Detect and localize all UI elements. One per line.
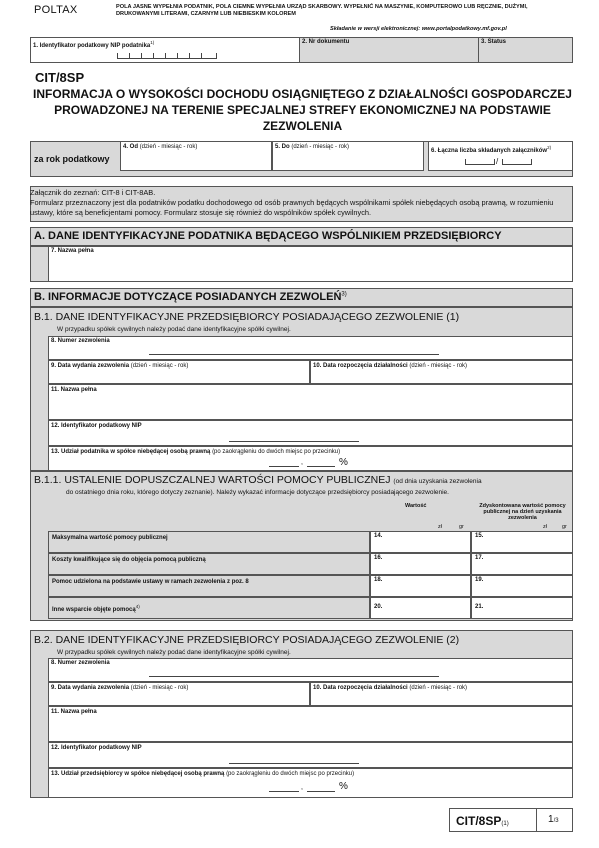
b2-start-date[interactable]: 10. Data rozpoczęcia działalności (dzień - miesiąc - rok) [310, 682, 573, 706]
field-16[interactable]: 16. [370, 553, 471, 575]
date-from-field[interactable]: 4. Od (dzień - miesiąc - rok) [120, 141, 272, 171]
field-14[interactable]: 14. [370, 531, 471, 553]
form-code: CIT/8SP [35, 70, 85, 85]
field-18[interactable]: 18. [370, 575, 471, 597]
form-title: INFORMACJA O WYSOKOŚCI DOCHODU OSIĄGNIĘTEGO Z DZIAŁALNOŚCI GOSPODARCZEJ PROWADZONEJ NA TERENIE SPECJALNEJ STREFY EKONOMICZNEJ NA PODSTAWIE ZEZWOLENIA [33, 87, 572, 133]
fill-instructions: POLA JASNE WYPEŁNIA PODATNIK, POLA CIEMNE WYPEŁNIA URZĄD SKARBOWY. WYPEŁNIĆ NA MASZYNIE, KOMPUTEROWO LUB RĘCZNIE, DUŻYMI, DRUKOWANYMI LITERAMI, CZARNYM LUB NIEBIESKIM KOLOREM [116, 4, 528, 17]
b2-note: W przypadku spółek cywilnych należy podać dane identyfikacyjne spółki cywilnej. [57, 649, 291, 656]
b2-share[interactable]: 13. Udział przedsiębiorcy w spółce niebędącej osobą prawną (po zaokrągleniu do dwóch miejsc po przecinku) , % [48, 768, 573, 798]
section-a-title: A. DANE IDENTYFIKACYJNE PODATNIKA BĘDĄCEGO WSPÓLNIKIEM PRZEDSIĘBIORCY [30, 227, 573, 246]
field-19[interactable]: 19. [471, 575, 573, 597]
b1-start-date[interactable]: 10. Data rozpoczęcia działalności (dzień - miesiąc - rok) [310, 360, 573, 384]
b2-permit-number[interactable]: 8. Numer zezwolenia [48, 658, 573, 682]
nip-field[interactable]: 1. Identyfikator podatkowy NIP podatnika$^{1)}$ [30, 37, 300, 63]
b1-permit-number[interactable]: 8. Numer zezwolenia [48, 336, 573, 360]
row-eligible-costs: Koszty kwalifikujące się do objęcia pomocą publiczną [48, 553, 370, 575]
field-17[interactable]: 17. [471, 553, 573, 575]
b11-note: do ostatniego dnia roku, którego dotyczy zeznanie). Należy wykazać informacje dotyczące przedsiębiorcy posiadającego zezwolenie. [66, 489, 449, 496]
brand: POLTAX [34, 4, 78, 16]
col-value-header: Wartość [405, 503, 427, 509]
field-15[interactable]: 15. [471, 531, 573, 553]
b2-nip[interactable]: 12. Identyfikator podatkowy NIP [48, 742, 573, 768]
footer-box [449, 808, 573, 832]
b1-title: B.1. DANE IDENTYFIKACYJNE PRZEDSIĘBIORCY POSIADAJĄCEGO ZEZWOLENIE (1) [34, 311, 460, 323]
b2-permit-date[interactable]: 9. Data wydania zezwolenia (dzień - miesiąc - rok) [48, 682, 310, 706]
b1-permit-date[interactable]: 9. Data wydania zezwolenia (dzień - miesiąc - rok) [48, 360, 310, 384]
b1-full-name[interactable]: 11. Nazwa pełna [48, 384, 573, 420]
b1-note: W przypadku spółek cywilnych należy podać dane identyfikacyjne spółki cywilnej. [57, 326, 291, 333]
intro-text: Załącznik do zeznań: CIT-8 i CIT-8AB. Formularz przeznaczony jest dla podatników podatku dochodowego od osób prawnych będących wspólnikami spółek niebędących osobą prawną, w rozumieniu ustawy, które są beneficjentami pomocy. Formularz stosuje się również do wspólników spółek cywilnych. [30, 188, 554, 217]
b2-full-name[interactable]: 11. Nazwa pełna [48, 706, 573, 742]
b1-nip[interactable]: 12. Identyfikator podatkowy NIP [48, 420, 573, 446]
status-field: 3. Status [478, 37, 573, 63]
col-discounted-header: Zdyskontowana wartość pomocy publicznej na dzień uzyskania zezwolenia [479, 503, 566, 521]
b2-title: B.2. DANE IDENTYFIKACYJNE PRZEDSIĘBIORCY POSIADAJĄCEGO ZEZWOLENIE (2) [34, 634, 460, 646]
section-b-title: B. INFORMACJE DOTYCZĄCE POSIADANYCH ZEZWOLEŃ$^{3)}$ [30, 288, 573, 307]
electronic-info: Składanie w wersji elektronicznej: www.portalpodatkowy.mf.gov.pl [330, 26, 507, 32]
footer-form-code: CIT/8SP(1) [456, 814, 509, 828]
page-number: 1/3 [548, 814, 559, 825]
row-aid-granted: Pomoc udzielona na podstawie ustawy w ramach zezwolenia z poz. 8 [48, 575, 370, 597]
field-21[interactable]: 21. [471, 597, 573, 619]
row-max-aid: Maksymalna wartość pomocy publicznej [48, 531, 370, 553]
field-20[interactable]: 20. [370, 597, 471, 619]
doc-number-label: 2. Nr dokumentu [302, 39, 350, 45]
row-other-support: Inne wsparcie objęte pomocą$^{4)}$ [48, 597, 370, 619]
full-name-field[interactable]: 7. Nazwa pełna [48, 246, 573, 282]
year-label: za rok podatkowy [34, 154, 110, 164]
b1-share[interactable]: 13. Udział podatnika w spółce niebędącej osobą prawną (po zaokrągleniu do dwóch miejsc po przecinku) , % [48, 446, 573, 471]
attachments-count-field[interactable]: 6. Łączna liczba składanych załączników$^{2)}$ / [428, 141, 573, 171]
b11-title: B.1.1. USTALENIE DOPUSZCZALNEJ WARTOŚCI POMOCY PUBLICZNEJ (od dnia uzyskania zezwolenia [34, 474, 482, 486]
date-to-field[interactable]: 5. Do (dzień - miesiąc - rok) [272, 141, 424, 171]
